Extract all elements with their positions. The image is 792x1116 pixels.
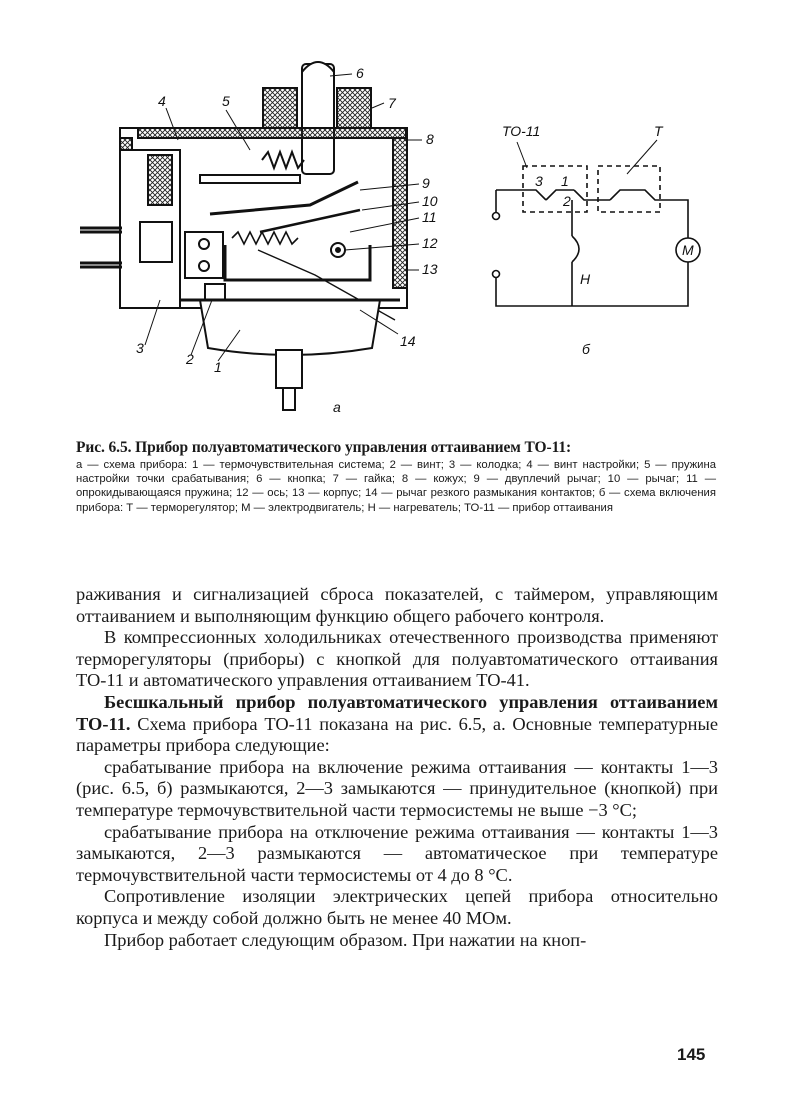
label-2: 2 [186, 351, 194, 367]
label-5: 5 [222, 93, 230, 109]
label-contact-1: 1 [561, 173, 569, 189]
label-t: Т [654, 123, 663, 139]
label-part-a: а [333, 399, 341, 415]
label-to11: ТО-11 [502, 123, 541, 139]
label-8: 8 [426, 131, 434, 147]
paragraph-5: срабатывание прибора на отключение режима оттаивания — контакты 1—3 замыкаются, 2—3 размыкаются — автоматическое при температуре термочувствительной части термосистемы от 4 до 8 °С. [76, 821, 718, 885]
label-4: 4 [158, 93, 166, 109]
label-1: 1 [214, 359, 222, 375]
label-3: 3 [136, 340, 144, 356]
paragraph-6: Сопротивление изоляции электрических цепей прибора относительно корпуса и между собой должно быть не менее 40 МОм. [76, 886, 718, 928]
paragraph-3-text: Схема прибора ТО-11 показана на рис. 6.5, а. Основные температурные параметры прибора следующие: [76, 713, 718, 756]
label-10: 10 [422, 193, 438, 209]
figure-6-5 [0, 0, 792, 440]
label-heater: Н [580, 271, 591, 287]
wiring-scheme [493, 140, 701, 306]
label-12: 12 [422, 235, 438, 251]
label-motor: М [682, 242, 694, 258]
paragraph-3 [76, 692, 718, 757]
figure-caption [76, 439, 716, 515]
device-drawing [80, 62, 422, 410]
paragraph-7: Прибор работает следующим образом. При нажатии на кноп- [104, 929, 587, 950]
label-13: 13 [422, 261, 438, 277]
label-contact-3: 3 [535, 173, 543, 189]
wiring-labels [502, 123, 694, 357]
label-14: 14 [400, 333, 416, 349]
label-contact-2: 2 [563, 193, 571, 209]
caption-title: Рис. 6.5. Прибор полуавтоматического управления оттаиванием ТО-11: [76, 439, 572, 456]
label-9: 9 [422, 175, 430, 191]
label-6: 6 [356, 65, 364, 81]
label-7: 7 [388, 95, 396, 111]
label-11: 11 [422, 209, 437, 225]
paragraph-1: раживания и сигнализацией сброса показателей, с таймером, управляющим оттаиванием и выполняющим функцию общего рабочего контроля. [76, 584, 718, 626]
paragraph-2: В компрессионных холодильниках отечественного производства применяют терморегуляторы (приборы) с кнопкой для полуавтоматического оттаивания ТО-11 и автоматического управления оттаиванием ТО-41. [76, 627, 718, 691]
paragraph-4: срабатывание прибора на включение режима оттаивания — контакты 1—3 (рис. 6.5, б) размыкаются, 2—3 замыкаются — принудительное (кнопкой) при температуре термочувствительной части термосистемы не выше −3 °С; [76, 756, 718, 820]
paragraph-3-heading: Бесшкальный прибор полуавтоматического управления оттаиванием ТО-11. [76, 691, 718, 734]
label-part-b: б [582, 341, 590, 357]
page-number: 145 [677, 1045, 706, 1064]
body-text [76, 584, 718, 951]
caption-body: а — схема прибора: 1 — термочувствительная система; 2 — винт; 3 — колодка; 4 — винт настройки; 5 — пружина настройки точки срабатывания; 6 — кнопка; 7 — гайка; 8 — кожух; 9 — двуплечий рычаг; 10 — рычаг; 11 — опрокидывающаяся пружина; 12 — ось; 13 — корпус; 14 — рычаг резкого размыкания контактов; б — схема включения прибора: Т — терморегулятор; М — электродвигатель; Н — нагреватель; ТО-11 — прибор оттаивания [76, 459, 716, 514]
